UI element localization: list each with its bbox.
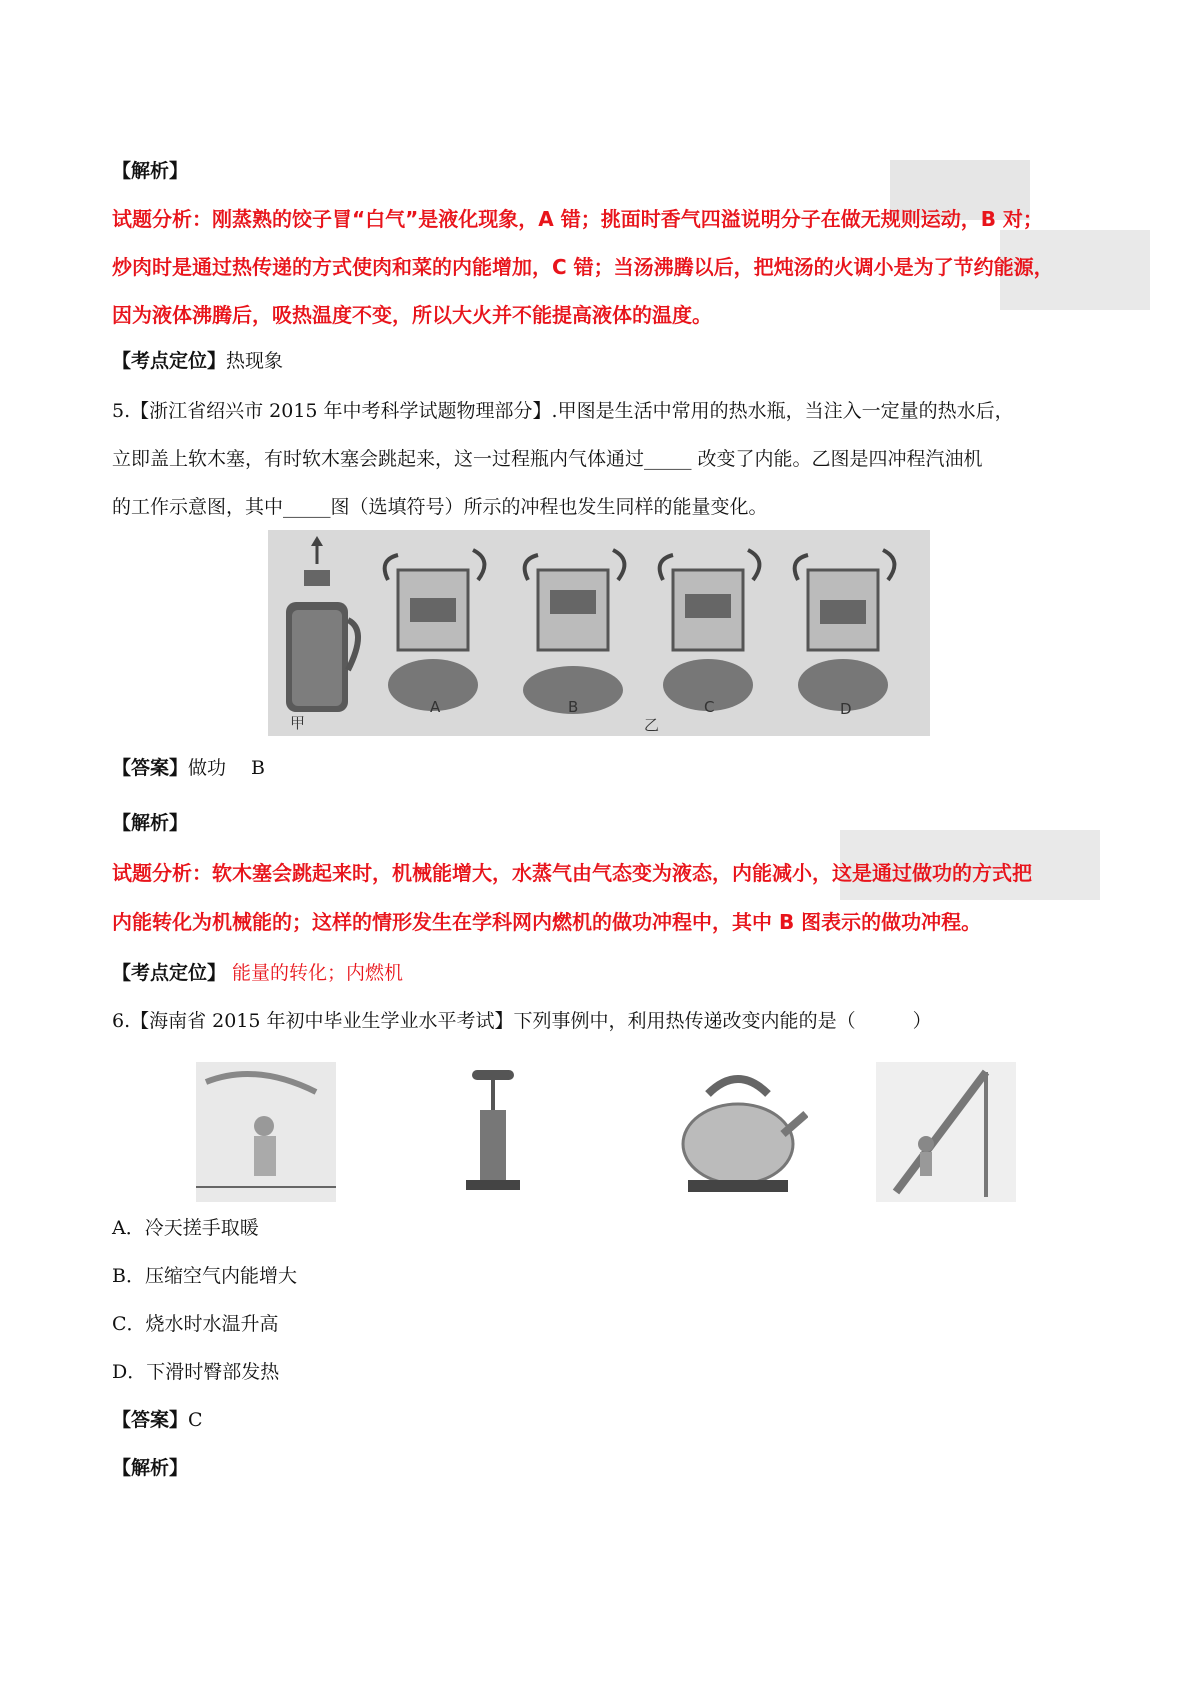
q4-analysis-line-2: 炒肉时是通过热传递的方式使肉和菜的内能增加，C 错；当汤沸腾以后，把炖汤的火调小是为了节约能源， — [112, 255, 1054, 279]
q4-analysis-line-3: 因为液体沸腾后，吸热温度不变，所以大火并不能提高液体的温度。 — [112, 303, 712, 327]
fig-label-c: C — [704, 698, 715, 716]
engine-b-image — [523, 550, 624, 714]
q5-kaodian-label: 【考点定位】 — [112, 962, 227, 984]
q6-answer-label: 【答案】 — [112, 1409, 189, 1431]
engine-d-image — [795, 550, 895, 711]
q5-analysis-label: 【解析】 — [112, 812, 189, 834]
fig-label-b: B — [568, 698, 579, 716]
fig-label-a: A — [430, 698, 441, 716]
fig-label-d: D — [840, 700, 852, 718]
q5-stem-line-2: 立即盖上软木塞，有时软木塞会跳起来，这一过程瓶内气体通过_____ 改变了内能。乙图是四冲程汽油机 — [112, 448, 983, 470]
q5-answer-label: 【答案】 — [112, 757, 189, 779]
q6-option-c: C．烧水时水温升高 — [112, 1313, 279, 1335]
q4-kaodian-value: 热现象 — [226, 350, 284, 372]
q6-answer-value: C — [188, 1409, 203, 1431]
q5-stem-line-1: 5.【浙江省绍兴市 2015 年中考科学试题物理部分】.甲图是生活中常用的热水瓶，当注入一定量的热水后， — [112, 400, 1014, 422]
q5-engine-figure — [268, 530, 930, 736]
option-d-image — [876, 1062, 1016, 1202]
q5-stem-line-3: 的工作示意图，其中_____图（选填符号）所示的冲程也发生同样的能量变化。 — [112, 496, 768, 518]
q6-analysis-label: 【解析】 — [112, 1457, 189, 1479]
option-b-image — [458, 1070, 528, 1202]
q6-answer — [112, 1407, 203, 1433]
q6-stem: 6.【海南省 2015 年初中毕业生学业水平考试】下列事例中，利用热传递改变内能的是（ ） — [112, 1010, 932, 1032]
q6-option-a: A．冷天搓手取暖 — [112, 1217, 259, 1239]
q5-answer — [112, 755, 265, 781]
option-a-image — [196, 1062, 336, 1202]
q5-answer-value: 做功 B — [188, 757, 266, 779]
engine-c-image — [660, 550, 760, 711]
fig-label-yi: 乙 — [644, 716, 660, 734]
q4-kaodian-label: 【考点定位】 — [112, 350, 227, 372]
q6-option-d: D．下滑时臀部发热 — [112, 1361, 280, 1383]
q4-kaodian — [112, 348, 283, 374]
watermark-graphic — [880, 140, 1160, 340]
q4-analysis-line-1: 试题分析：刚蒸熟的饺子冒“白气”是液化现象，A 错；挑面时香气四溢说明分子在做无规则运动，B 对； — [112, 207, 1043, 231]
q5-analysis-line-1: 试题分析：软木塞会跳起来时，机械能增大，水蒸气由气态变为液态，内能减小，这是通过做功的方式把 — [112, 861, 1032, 885]
q4-analysis-label: 【解析】 — [112, 160, 189, 182]
q5-kaodian-value: 能量的转化；内燃机 — [226, 962, 404, 984]
fig-label-jia: 甲 — [290, 714, 306, 732]
q6-option-b: B．压缩空气内能增大 — [112, 1265, 297, 1287]
q5-kaodian — [112, 960, 403, 986]
engine-a-image — [385, 550, 485, 711]
option-c-image — [668, 1064, 808, 1200]
q5-analysis-line-2: 内能转化为机械能的；这样的情形发生在学科网内燃机的做功冲程中，其中 B 图表示的做功冲程。 — [112, 910, 982, 934]
